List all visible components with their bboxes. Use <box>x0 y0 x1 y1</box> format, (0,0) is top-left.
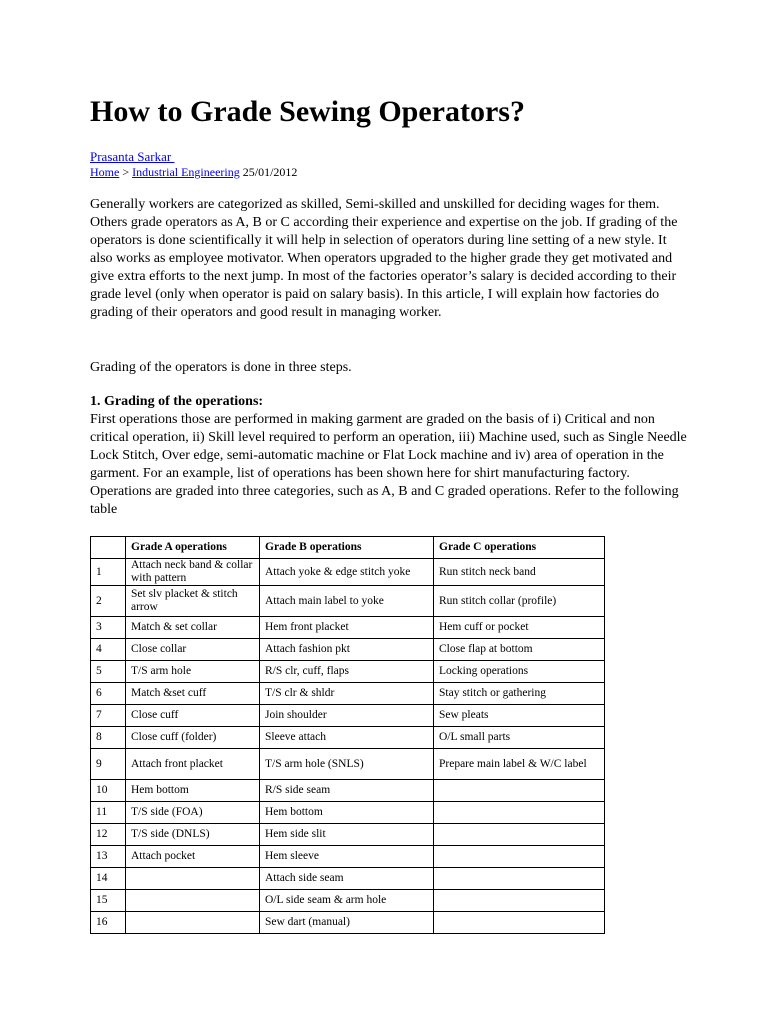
table-cell: 4 <box>91 639 126 661</box>
table-cell: Locking operations <box>434 661 605 683</box>
table-cell: 15 <box>91 890 126 912</box>
table-cell: 10 <box>91 780 126 802</box>
table-header-cell: Grade B operations <box>260 537 434 559</box>
table-row <box>91 727 605 749</box>
table-cell: Attach neck band & collar with pattern <box>126 559 260 586</box>
table-cell: Attach front placket <box>126 749 260 780</box>
section-heading: 1. Grading of the operations: <box>90 394 264 409</box>
intro-paragraph: Generally workers are categorized as skilled, Semi-skilled and unskilled for deciding wages for them. Others grade operators as A, B or C according their experience and expertise on the job. If grading of the operators is done scientifically it will help in selection of operators during line setting of a new style. It also works as employee motivator. When operators upgraded to the higher grade they get motivated and give extra efforts to the next jump. In most of the factories operator’s salary is decided according to their grade level (only when operator is paid on salary basis). In this article, I will explain how factories do grading of their operators and good result in managing worker. <box>90 197 678 320</box>
table-row <box>91 683 605 705</box>
table-cell: Attach yoke & edge stitch yoke <box>260 559 434 586</box>
breadcrumb-home-link[interactable]: Home <box>90 165 120 179</box>
table-cell: T/S side (FOA) <box>126 802 260 824</box>
table-cell: Run stitch neck band <box>434 559 605 586</box>
table-row <box>91 846 605 868</box>
table-cell: Close cuff <box>126 705 260 727</box>
table-cell: T/S side (DNLS) <box>126 824 260 846</box>
table-cell: R/S clr, cuff, flaps <box>260 661 434 683</box>
breadcrumb-separator: > <box>119 165 133 179</box>
table-cell: Sleeve attach <box>260 727 434 749</box>
table-cell: O/L small parts <box>434 727 605 749</box>
table-row <box>91 802 605 824</box>
table-cell <box>434 846 605 868</box>
table-cell: Match &set cuff <box>126 683 260 705</box>
table-row <box>91 586 605 617</box>
table-header-cell: Grade A operations <box>126 537 260 559</box>
table-cell: T/S arm hole <box>126 661 260 683</box>
table-cell: Hem cuff or pocket <box>434 617 605 639</box>
table-cell: 12 <box>91 824 126 846</box>
table-row <box>91 868 605 890</box>
table-cell: 5 <box>91 661 126 683</box>
table-cell: Sew dart (manual) <box>260 912 434 934</box>
table-cell: Set slv placket & stitch arrow <box>126 586 260 617</box>
table-cell: R/S side seam <box>260 780 434 802</box>
table-cell: Hem bottom <box>260 802 434 824</box>
table-cell: Prepare main label & W/C label <box>434 749 605 780</box>
table-header-row <box>91 537 605 559</box>
table-cell: 9 <box>91 749 126 780</box>
table-cell: Hem bottom <box>126 780 260 802</box>
table-cell: 3 <box>91 617 126 639</box>
table-cell: 2 <box>91 586 126 617</box>
table-cell <box>434 802 605 824</box>
table-cell <box>434 868 605 890</box>
table-row <box>91 890 605 912</box>
table-cell: Hem front placket <box>260 617 434 639</box>
table-cell: Stay stitch or gathering <box>434 683 605 705</box>
table-cell: Hem sleeve <box>260 846 434 868</box>
table-cell: 1 <box>91 559 126 586</box>
table-cell: 7 <box>91 705 126 727</box>
publish-date: 25/01/2012 <box>239 165 298 179</box>
table-cell: Sew pleats <box>434 705 605 727</box>
author-link[interactable]: Prasanta Sarkar <box>90 149 175 164</box>
table-cell: 16 <box>91 912 126 934</box>
table-cell: Close collar <box>126 639 260 661</box>
table-cell: Close cuff (folder) <box>126 727 260 749</box>
section-body: First operations those are performed in making garment are graded on the basis of i) Critical and non critical operation, ii) Skill level required to perform an operation, iii) Machine used, such as Single Needle Lock Stitch, Over edge, semi-automatic machine or Flat Lock machine and iv) area of operation in the garment. For an example, list of operations has been shown here for shirt manufacturing factory. Operations are graded into three categories, such as A, B and C graded operations. Refer to the following table <box>90 412 687 517</box>
table-row <box>91 617 605 639</box>
table-cell <box>434 824 605 846</box>
table-cell: T/S clr & shldr <box>260 683 434 705</box>
table-cell: T/S arm hole (SNLS) <box>260 749 434 780</box>
table-row <box>91 705 605 727</box>
table-cell <box>434 912 605 934</box>
operations-table <box>90 536 605 934</box>
article-title: How to Grade Sewing Operators? <box>90 95 525 128</box>
table-cell: 6 <box>91 683 126 705</box>
table-row <box>91 780 605 802</box>
table-cell: 14 <box>91 868 126 890</box>
table-cell: Attach side seam <box>260 868 434 890</box>
table-cell <box>126 890 260 912</box>
table-cell: 8 <box>91 727 126 749</box>
table-cell: Attach pocket <box>126 846 260 868</box>
table-row <box>91 639 605 661</box>
table-cell: Run stitch collar (profile) <box>434 586 605 617</box>
table-cell: Attach main label to yoke <box>260 586 434 617</box>
table-cell: 11 <box>91 802 126 824</box>
table-cell <box>434 890 605 912</box>
table-cell: Join shoulder <box>260 705 434 727</box>
table-cell: 13 <box>91 846 126 868</box>
table-header-cell <box>91 537 126 559</box>
table-cell <box>126 912 260 934</box>
table-row <box>91 559 605 586</box>
table-cell: Attach fashion pkt <box>260 639 434 661</box>
steps-intro-paragraph: Grading of the operators is done in three steps. <box>90 360 352 375</box>
table-row <box>91 912 605 934</box>
table-cell <box>126 868 260 890</box>
table-header-cell: Grade C operations <box>434 537 605 559</box>
table-cell <box>434 780 605 802</box>
breadcrumb-category-link[interactable]: Industrial Engineering <box>132 165 240 179</box>
table-row <box>91 749 605 780</box>
table-cell: Hem side slit <box>260 824 434 846</box>
table-row <box>91 661 605 683</box>
table-row <box>91 824 605 846</box>
table-cell: Match & set collar <box>126 617 260 639</box>
table-cell: O/L side seam & arm hole <box>260 890 434 912</box>
breadcrumb <box>90 165 297 180</box>
table-cell: Close flap at bottom <box>434 639 605 661</box>
